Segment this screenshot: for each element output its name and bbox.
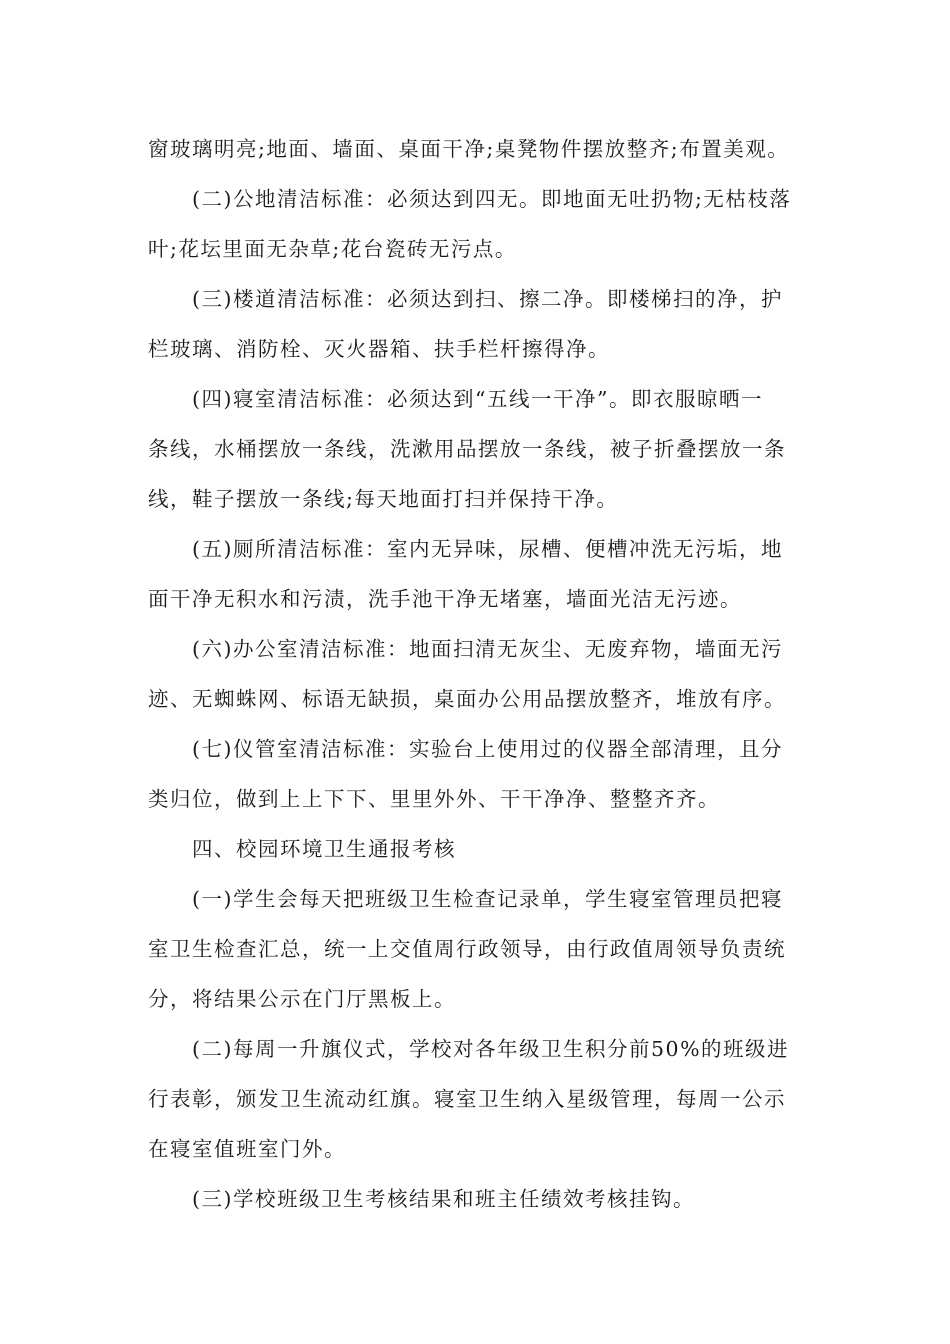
text-line-5: 栏玻璃、消防栓、灭火器箱、扶手栏杆擦得净。 [148, 337, 610, 361]
text-line-14: 类归位，做到上上下下、里里外外、干干净净、整整齐齐。 [148, 787, 720, 811]
text-line-16: (一)学生会每天把班级卫生检查记录单，学生寝室管理员把寝 [192, 887, 783, 911]
text-line-9: (五)厕所清洁标准：室内无异味，尿槽、便槽冲洗无污垢，地 [192, 537, 783, 561]
text-line-10: 面干净无积水和污渍，洗手池干净无堵塞，墙面光洁无污迹。 [148, 587, 742, 611]
text-line-22: (三)学校班级卫生考核结果和班主任绩效考核挂钩。 [192, 1187, 695, 1211]
text-line-21: 在寝室值班室门外。 [148, 1137, 346, 1161]
text-line-2: (二)公地清洁标准：必须达到四无。即地面无吐扔物;无枯枝落 [192, 187, 792, 211]
section-heading: 四、校园环境卫生通报考核 [192, 837, 456, 861]
text-line-11: (六)办公室清洁标准：地面扫清无灰尘、无废弃物，墙面无污 [192, 637, 783, 661]
text-line-13: (七)仪管室清洁标准：实验台上使用过的仪器全部清理，且分 [192, 737, 783, 761]
document-body [148, 124, 808, 1224]
text-line-4: (三)楼道清洁标准：必须达到扫、擦二净。即楼梯扫的净，护 [192, 287, 783, 311]
text-line-12: 迹、无蜘蛛网、标语无缺损，桌面办公用品摆放整齐，堆放有序。 [148, 687, 786, 711]
text-line-1: 窗玻璃明亮;地面、墙面、桌面干净;桌凳物件摆放整齐;布置美观。 [148, 137, 790, 161]
text-line-3: 叶;花坛里面无杂草;花台瓷砖无污点。 [148, 237, 517, 261]
text-line-6: (四)寝室清洁标准：必须达到“五线一干净”。即衣服晾晒一 [192, 387, 763, 411]
text-line-19: (二)每周一升旗仪式，学校对各年级卫生积分前50%的班级进 [192, 1037, 790, 1061]
text-line-18: 分，将结果公示在门厅黑板上。 [148, 987, 456, 1011]
text-line-17: 室卫生检查汇总，统一上交值周行政领导，由行政值周领导负责统 [148, 937, 786, 961]
text-line-8: 线，鞋子摆放一条线;每天地面打扫并保持干净。 [148, 487, 619, 511]
text-line-20: 行表彰，颁发卫生流动红旗。寝室卫生纳入星级管理，每周一公示 [148, 1087, 786, 1111]
text-line-7: 条线，水桶摆放一条线，洗漱用品摆放一条线，被子折叠摆放一条 [148, 437, 786, 461]
